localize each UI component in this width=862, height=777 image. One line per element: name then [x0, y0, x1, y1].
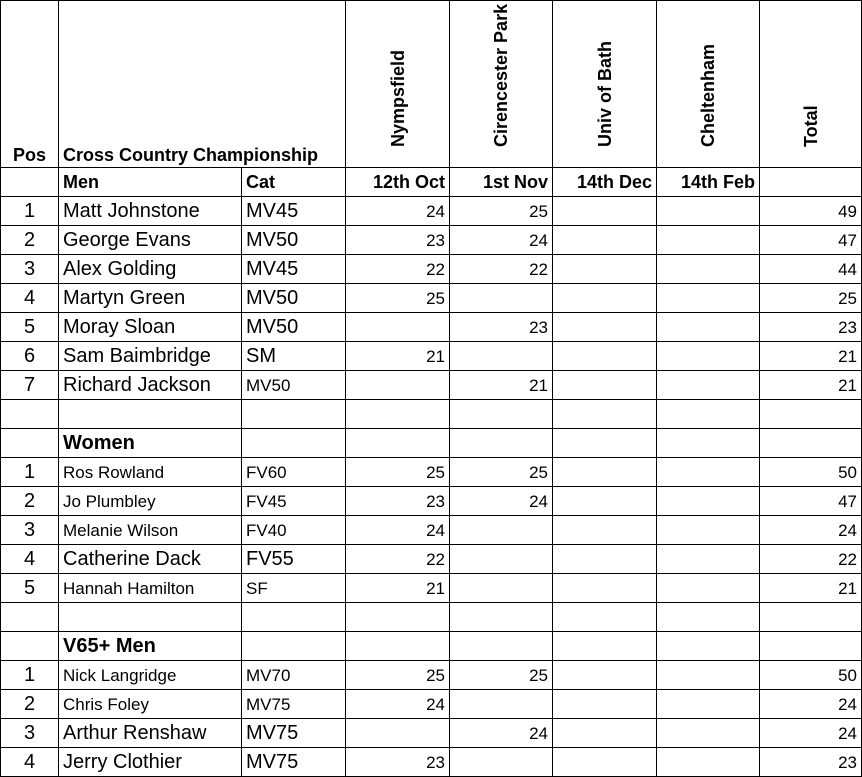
- cat-cell: MV45: [242, 255, 346, 284]
- total-header: [760, 1, 862, 168]
- score-cell: [553, 255, 657, 284]
- cat-cell: MV70: [242, 661, 346, 690]
- cat-cell: MV75: [242, 690, 346, 719]
- pos-cell: 2: [1, 226, 59, 255]
- total-cell: 50: [760, 661, 862, 690]
- score-cell: [553, 313, 657, 342]
- score-cell: [450, 284, 553, 313]
- total-label: Total: [800, 105, 821, 147]
- name-cell: Richard Jackson: [59, 371, 242, 400]
- venue-label: Univ of Bath: [594, 41, 615, 147]
- score-cell: [346, 313, 450, 342]
- pos-cell: 3: [1, 516, 59, 545]
- venue-label: Cirencester Park: [491, 3, 512, 147]
- total-cell: 44: [760, 255, 862, 284]
- table-row: [1, 342, 862, 371]
- score-cell: 24: [450, 719, 553, 748]
- score-cell: [450, 574, 553, 603]
- score-cell: [657, 487, 760, 516]
- pos-cell: 2: [1, 487, 59, 516]
- venue-header-3: [553, 1, 657, 168]
- total-cell: 23: [760, 313, 862, 342]
- score-cell: 22: [346, 255, 450, 284]
- score-cell: [553, 284, 657, 313]
- total-cell: 21: [760, 574, 862, 603]
- page-title: Cross Country Championship: [59, 1, 346, 168]
- table-row: [1, 545, 862, 574]
- name-cell: Chris Foley: [59, 690, 242, 719]
- total-cell: 24: [760, 690, 862, 719]
- men-results: [1, 197, 862, 400]
- blank-row: [1, 603, 862, 632]
- score-cell: [657, 342, 760, 371]
- table-row: [1, 255, 862, 284]
- table-row: [1, 516, 862, 545]
- pos-cell: 4: [1, 748, 59, 777]
- name-cell: Martyn Green: [59, 284, 242, 313]
- score-cell: [657, 516, 760, 545]
- pos-cell: 2: [1, 690, 59, 719]
- venue-label: Nympsfield: [387, 49, 408, 147]
- total-cell: 21: [760, 371, 862, 400]
- score-cell: [450, 342, 553, 371]
- score-cell: [553, 197, 657, 226]
- total-cell: 50: [760, 458, 862, 487]
- score-cell: [553, 458, 657, 487]
- name-cell: Hannah Hamilton: [59, 574, 242, 603]
- score-cell: [450, 748, 553, 777]
- name-cell: Ros Rowland: [59, 458, 242, 487]
- pos-cell: 4: [1, 284, 59, 313]
- pos-cell: 4: [1, 545, 59, 574]
- date-header: 12th Oct: [346, 168, 450, 197]
- cat-header: Cat: [242, 168, 346, 197]
- v65-results: [1, 661, 862, 777]
- pos-cell: 5: [1, 313, 59, 342]
- pos-header: Pos: [1, 1, 59, 168]
- table-row: [1, 197, 862, 226]
- cat-cell: SM: [242, 342, 346, 371]
- women-results: [1, 458, 862, 603]
- table-row: [1, 313, 862, 342]
- score-cell: [657, 661, 760, 690]
- cat-cell: MV50: [242, 313, 346, 342]
- score-cell: [553, 342, 657, 371]
- v65-section-row: [1, 632, 862, 661]
- men-section-label: Men: [59, 168, 242, 197]
- score-cell: [553, 748, 657, 777]
- pos-cell: 7: [1, 371, 59, 400]
- table-row: [1, 487, 862, 516]
- score-cell: [346, 371, 450, 400]
- name-cell: Sam Baimbridge: [59, 342, 242, 371]
- score-cell: 22: [450, 255, 553, 284]
- name-cell: Nick Langridge: [59, 661, 242, 690]
- cat-cell: SF: [242, 574, 346, 603]
- score-cell: 23: [346, 226, 450, 255]
- score-cell: [657, 719, 760, 748]
- date-header: 14th Dec: [553, 168, 657, 197]
- pos-cell: 3: [1, 255, 59, 284]
- score-cell: [346, 719, 450, 748]
- score-cell: [553, 516, 657, 545]
- date-header: 14th Feb: [657, 168, 760, 197]
- women-section-row: [1, 429, 862, 458]
- total-cell: 21: [760, 342, 862, 371]
- score-cell: 24: [346, 690, 450, 719]
- score-cell: [657, 371, 760, 400]
- score-cell: 21: [450, 371, 553, 400]
- name-cell: Jo Plumbley: [59, 487, 242, 516]
- total-cell: 25: [760, 284, 862, 313]
- table-row: [1, 690, 862, 719]
- score-cell: [657, 313, 760, 342]
- table-row: [1, 226, 862, 255]
- score-cell: [657, 226, 760, 255]
- score-cell: 24: [346, 197, 450, 226]
- total-cell: 23: [760, 748, 862, 777]
- score-cell: [553, 487, 657, 516]
- date-header: 1st Nov: [450, 168, 553, 197]
- header-row: [1, 1, 862, 168]
- table-row: [1, 748, 862, 777]
- name-cell: George Evans: [59, 226, 242, 255]
- score-cell: 21: [346, 574, 450, 603]
- table-row: [1, 661, 862, 690]
- venue-header-2: [450, 1, 553, 168]
- score-cell: 25: [450, 458, 553, 487]
- score-cell: 25: [450, 661, 553, 690]
- table-row: [1, 458, 862, 487]
- score-cell: [553, 719, 657, 748]
- table-row: [1, 284, 862, 313]
- total-cell: 24: [760, 719, 862, 748]
- score-cell: [450, 545, 553, 574]
- cat-cell: FV55: [242, 545, 346, 574]
- pos-cell: 1: [1, 458, 59, 487]
- score-cell: 21: [346, 342, 450, 371]
- score-cell: [553, 545, 657, 574]
- score-cell: [450, 690, 553, 719]
- name-cell: Moray Sloan: [59, 313, 242, 342]
- cat-cell: FV60: [242, 458, 346, 487]
- name-cell: Melanie Wilson: [59, 516, 242, 545]
- table-row: [1, 371, 862, 400]
- score-cell: [657, 690, 760, 719]
- cat-cell: FV40: [242, 516, 346, 545]
- cat-cell: MV45: [242, 197, 346, 226]
- name-cell: Alex Golding: [59, 255, 242, 284]
- total-cell: 24: [760, 516, 862, 545]
- score-cell: [553, 661, 657, 690]
- v65-section-label: V65+ Men: [59, 632, 242, 661]
- pos-cell: 3: [1, 719, 59, 748]
- score-cell: 22: [346, 545, 450, 574]
- name-cell: Jerry Clothier: [59, 748, 242, 777]
- subheader-row: [1, 168, 862, 197]
- cat-cell: MV75: [242, 748, 346, 777]
- score-cell: [657, 197, 760, 226]
- venue-header-1: [346, 1, 450, 168]
- score-cell: [553, 690, 657, 719]
- score-cell: [657, 458, 760, 487]
- score-cell: [657, 255, 760, 284]
- venue-label: Cheltenham: [698, 43, 719, 147]
- score-cell: [553, 226, 657, 255]
- total-cell: 22: [760, 545, 862, 574]
- cat-cell: MV50: [242, 284, 346, 313]
- subheader-pos: [1, 168, 59, 197]
- pos-cell: 1: [1, 197, 59, 226]
- score-cell: 23: [346, 748, 450, 777]
- score-cell: 25: [450, 197, 553, 226]
- score-cell: 23: [346, 487, 450, 516]
- score-cell: 25: [346, 284, 450, 313]
- score-cell: [657, 545, 760, 574]
- subheader-total: [760, 168, 862, 197]
- total-cell: 49: [760, 197, 862, 226]
- score-cell: 25: [346, 661, 450, 690]
- pos-cell: 1: [1, 661, 59, 690]
- women-section-label: Women: [59, 429, 242, 458]
- score-cell: [553, 574, 657, 603]
- venue-header-4: [657, 1, 760, 168]
- cat-cell: MV50: [242, 226, 346, 255]
- name-cell: Matt Johnstone: [59, 197, 242, 226]
- score-cell: [657, 284, 760, 313]
- score-cell: 24: [450, 487, 553, 516]
- score-cell: [450, 516, 553, 545]
- score-cell: 25: [346, 458, 450, 487]
- cat-cell: FV45: [242, 487, 346, 516]
- cat-cell: MV75: [242, 719, 346, 748]
- score-cell: 24: [450, 226, 553, 255]
- name-cell: Catherine Dack: [59, 545, 242, 574]
- score-cell: [553, 371, 657, 400]
- pos-cell: 5: [1, 574, 59, 603]
- table-row: [1, 719, 862, 748]
- score-cell: [657, 574, 760, 603]
- blank-row: [1, 400, 862, 429]
- name-cell: Arthur Renshaw: [59, 719, 242, 748]
- cat-cell: MV50: [242, 371, 346, 400]
- total-cell: 47: [760, 487, 862, 516]
- total-cell: 47: [760, 226, 862, 255]
- pos-cell: 6: [1, 342, 59, 371]
- score-cell: 24: [346, 516, 450, 545]
- table-row: [1, 574, 862, 603]
- score-cell: 23: [450, 313, 553, 342]
- score-cell: [657, 748, 760, 777]
